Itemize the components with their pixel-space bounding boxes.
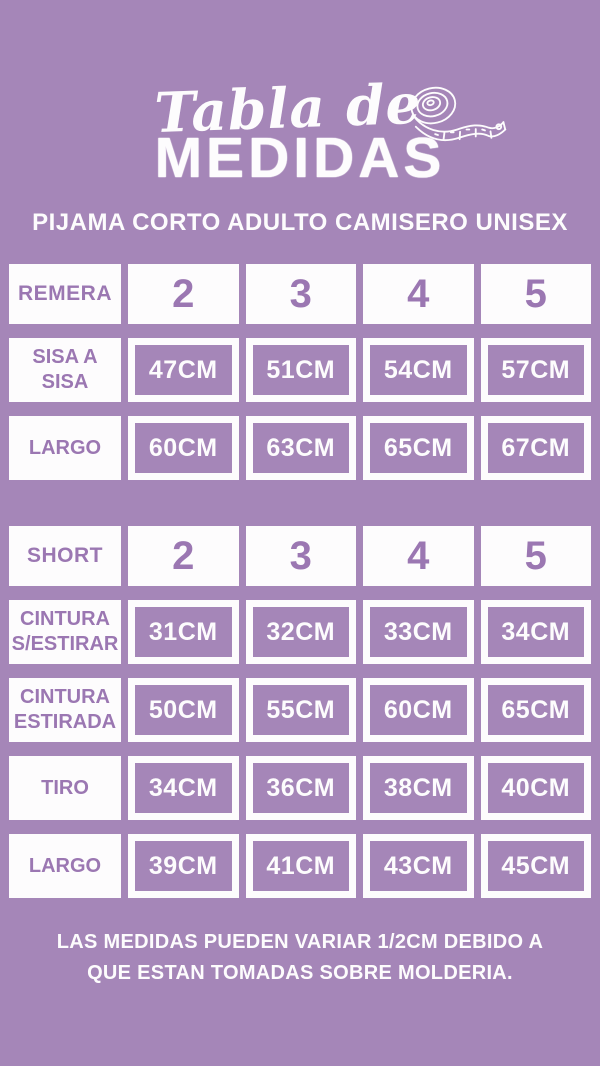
- measurement-label-cell: SISA A SISA: [9, 338, 121, 402]
- measurement-value-cell: [363, 416, 474, 480]
- page-title: MEDIDAS: [154, 126, 446, 191]
- measurement-value-cell: [481, 416, 592, 480]
- disclaimer-line-2: QUE ESTAN TOMADAS SOBRE MOLDERIA.: [87, 962, 513, 985]
- measurement-value-cell: [363, 834, 474, 898]
- size-header-cell: 3: [246, 264, 357, 324]
- size-header-cell: 4: [363, 264, 474, 324]
- measurement-value-box: 65CM: [370, 423, 467, 473]
- measuring-tape-icon: [402, 82, 508, 142]
- measurement-value-box: 51CM: [253, 345, 350, 395]
- measurement-value-box: 63CM: [253, 423, 350, 473]
- size-header-cell: 2: [128, 264, 239, 324]
- measurement-label-cell: LARGO: [9, 416, 121, 480]
- disclaimer-line-1: LAS MEDIDAS PUEDEN VARIAR 1/2CM DEBIDO A: [56, 931, 544, 954]
- measurement-value-cell: [128, 678, 239, 742]
- size-header-cell: 3: [246, 526, 357, 586]
- size-header-cell: 4: [363, 526, 474, 586]
- measurement-value-cell: [246, 416, 357, 480]
- measurement-value-cell: [246, 756, 357, 820]
- measurement-value-cell: [128, 338, 239, 402]
- measurement-value-cell: [246, 678, 357, 742]
- title-script: Tabla de: [153, 70, 423, 146]
- size-header-cell: 5: [481, 264, 592, 324]
- measurement-label-cell: CINTURA ESTIRADA: [9, 678, 121, 742]
- measurement-value-box: 32CM: [253, 607, 350, 657]
- measurement-label-cell: TIRO: [9, 756, 121, 820]
- measurement-value-cell: [128, 416, 239, 480]
- measurement-value-box: 60CM: [370, 685, 467, 735]
- measurement-value-cell: [481, 834, 592, 898]
- measurement-value-cell: [481, 600, 592, 664]
- size-header-cell: 5: [481, 526, 592, 586]
- size-header-cell: 2: [128, 526, 239, 586]
- measurement-value-box: 33CM: [370, 607, 467, 657]
- measurement-value-box: 34CM: [135, 763, 232, 813]
- measurement-value-box: 60CM: [135, 423, 232, 473]
- measurement-value-cell: [363, 338, 474, 402]
- measurement-value-cell: [481, 678, 592, 742]
- measurement-value-box: 57CM: [488, 345, 585, 395]
- measurement-value-box: 31CM: [135, 607, 232, 657]
- measurement-value-box: 38CM: [370, 763, 467, 813]
- measurement-value-box: 50CM: [135, 685, 232, 735]
- measurement-value-cell: [363, 600, 474, 664]
- measurement-label-cell: LARGO: [9, 834, 121, 898]
- measurement-value-box: 34CM: [488, 607, 585, 657]
- measurement-value-box: 47CM: [135, 345, 232, 395]
- measurement-value-box: 39CM: [135, 841, 232, 891]
- measurement-value-box: 55CM: [253, 685, 350, 735]
- page-header: [0, 0, 600, 237]
- row-header-remera: REMERA: [9, 264, 121, 324]
- measurement-value-cell: [481, 338, 592, 402]
- measurement-value-box: 36CM: [253, 763, 350, 813]
- measurement-value-cell: [246, 834, 357, 898]
- measurement-value-cell: [128, 756, 239, 820]
- measurement-value-box: 67CM: [488, 423, 585, 473]
- measurement-value-box: 54CM: [370, 345, 467, 395]
- measurement-value-cell: [363, 678, 474, 742]
- disclaimer: [0, 927, 600, 989]
- product-subtitle: PIJAMA CORTO ADULTO CAMISERO UNISEX: [32, 209, 568, 237]
- measurement-value-cell: [363, 756, 474, 820]
- measurement-value-cell: [246, 338, 357, 402]
- measurement-value-box: 43CM: [370, 841, 467, 891]
- measurement-value-box: 65CM: [488, 685, 585, 735]
- size-table-remera: [0, 264, 600, 480]
- measurement-value-box: 41CM: [253, 841, 350, 891]
- measurement-value-cell: [128, 834, 239, 898]
- measurement-value-box: 40CM: [488, 763, 585, 813]
- size-table-short: [0, 526, 600, 898]
- measurement-label-cell: CINTURA S/ESTIRAR: [9, 600, 121, 664]
- measurement-value-box: 45CM: [488, 841, 585, 891]
- measurement-value-cell: [246, 600, 357, 664]
- row-header-short: SHORT: [9, 526, 121, 586]
- measurement-value-cell: [481, 756, 592, 820]
- measurement-value-cell: [128, 600, 239, 664]
